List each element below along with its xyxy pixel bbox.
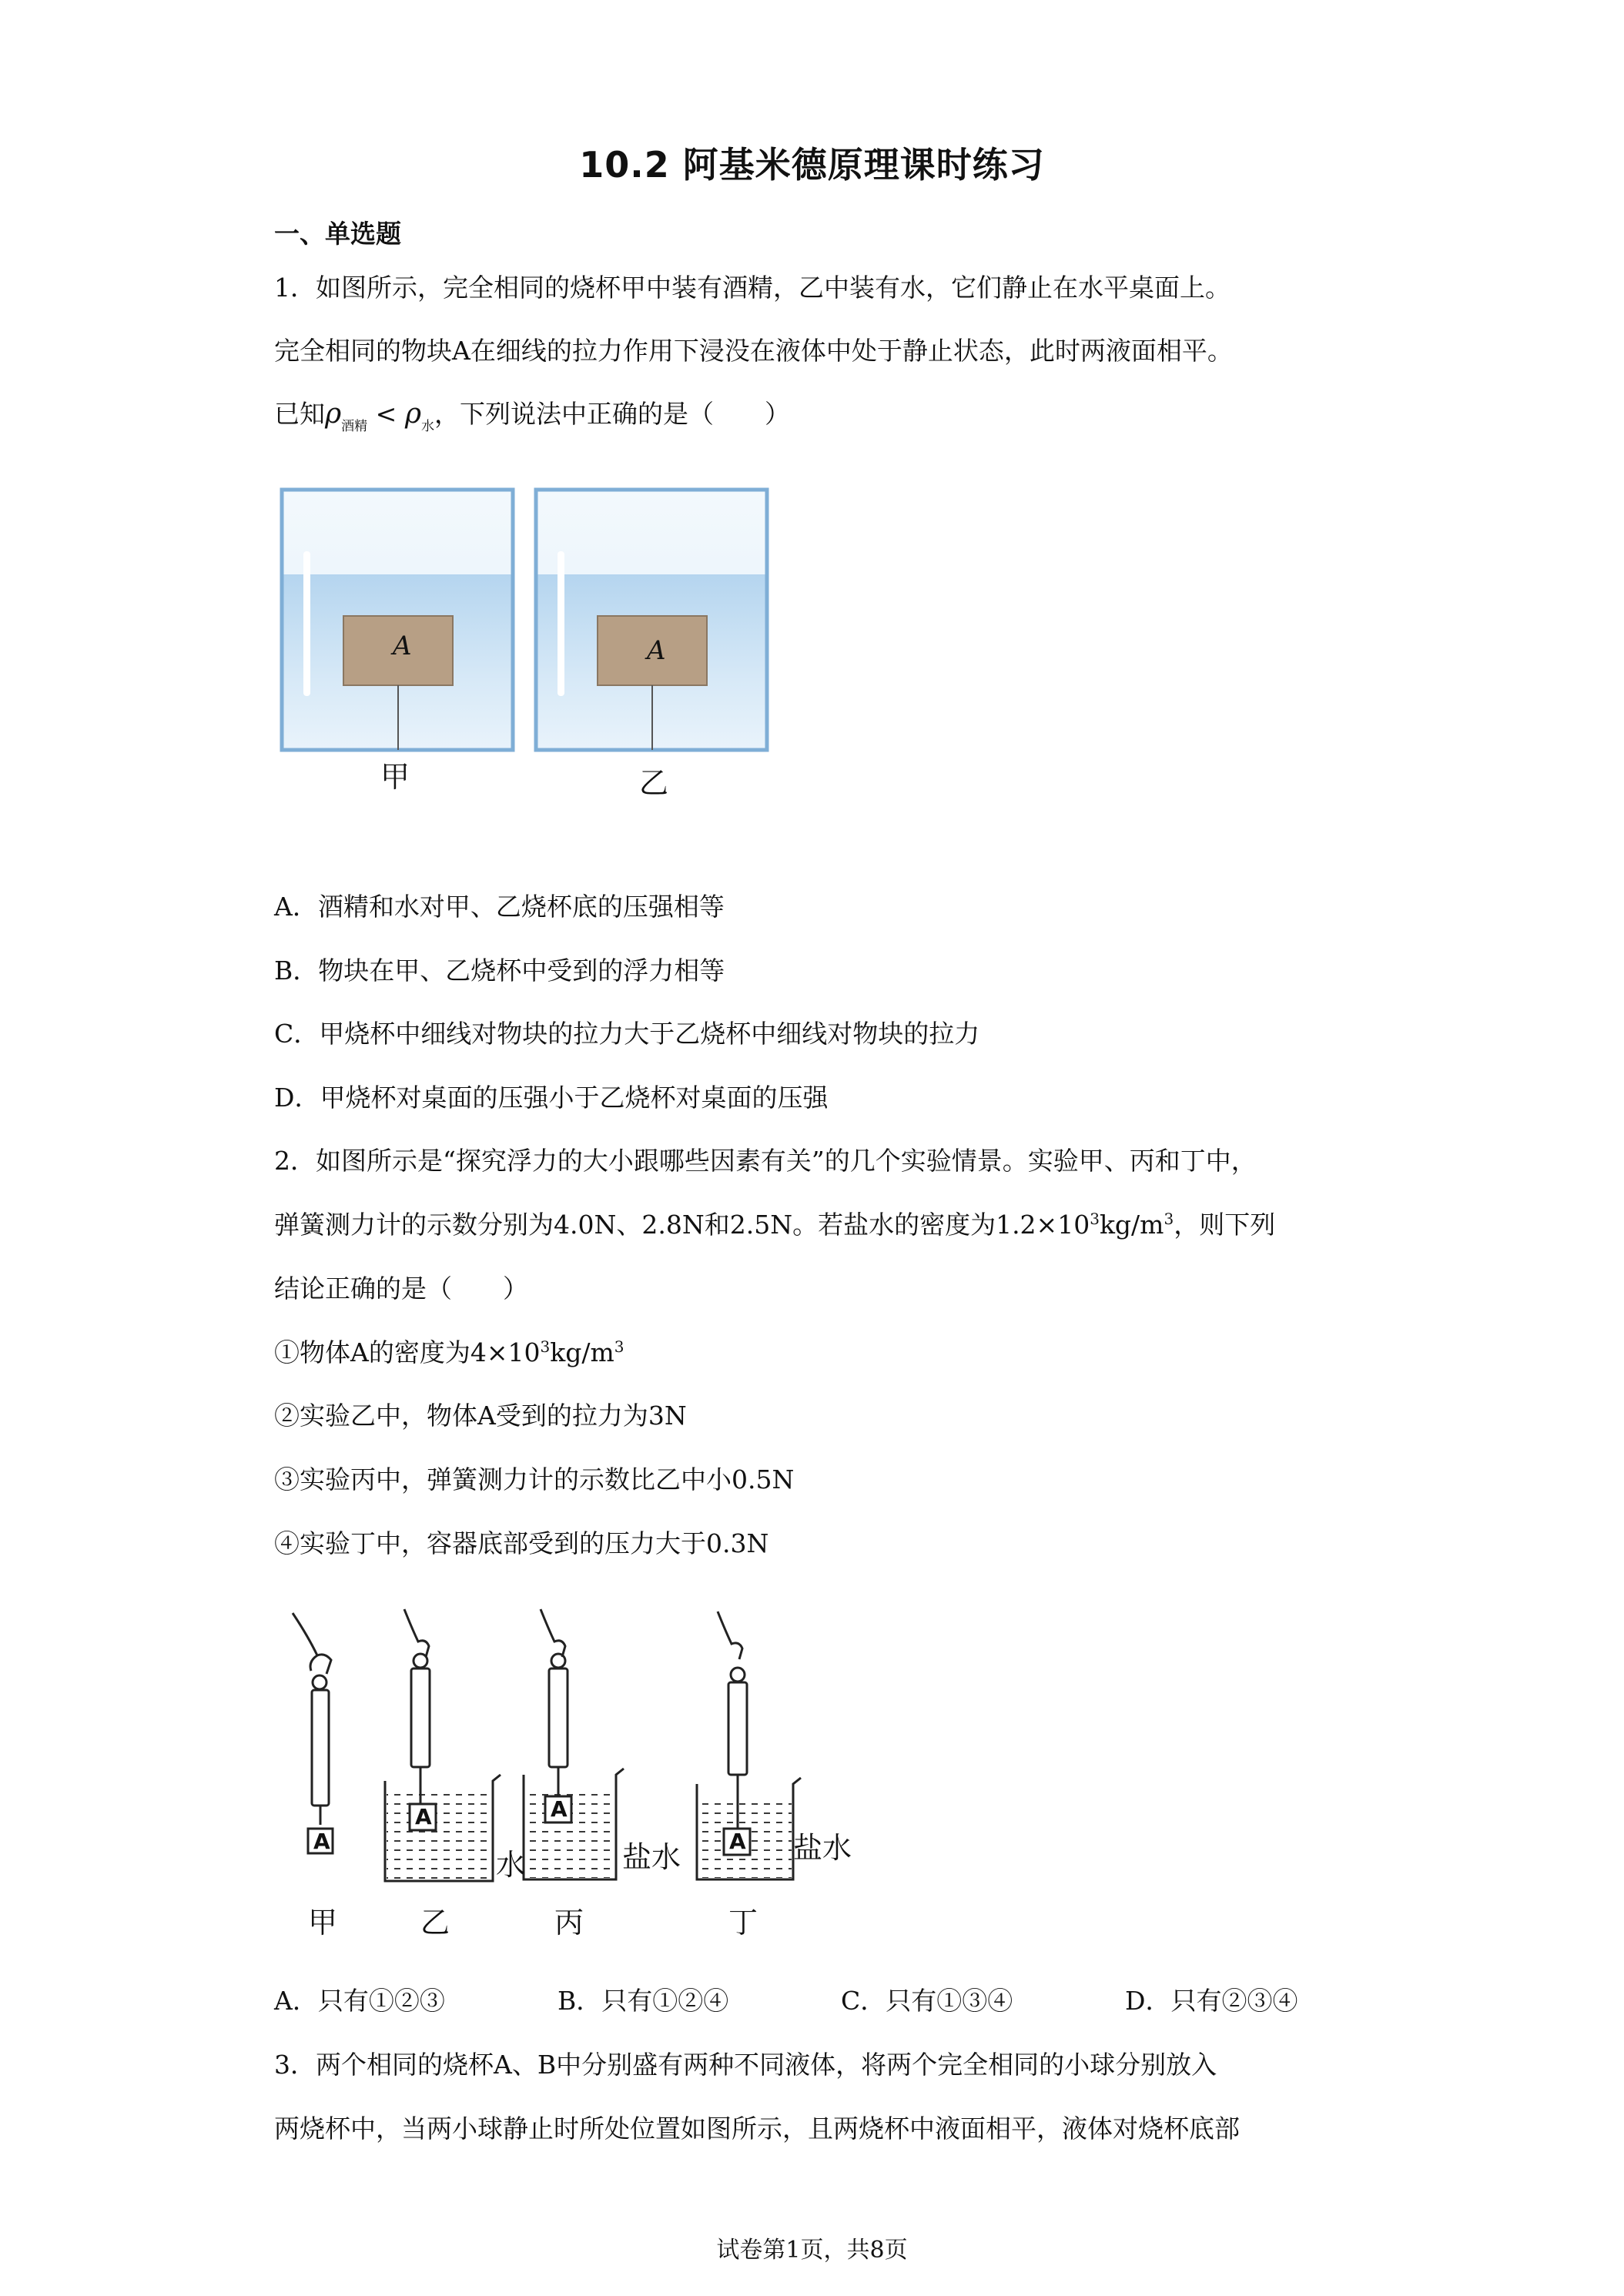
page-footer: 试卷第1页，共8页 [716,2237,908,2264]
hand-icon-1 [293,1613,331,1674]
q1-option-d: D．甲烧杯对桌面的压强小于乙烧杯对桌面的压强 [274,1083,829,1113]
q2-line1: 2．如图所示是“探究浮力的大小跟哪些因素有关”的几个实验情景。实验甲、丙和丁中， [274,1146,1257,1176]
rho-symbol: ρ [325,398,342,430]
q1-block-label-left: A [393,631,412,661]
q1-line3-post: ，下列说法中正确的是（ ） [434,399,790,429]
q2-statement-1 [274,1333,624,1369]
beaker-left [282,490,513,750]
q1-line3-pre: 已知 [274,399,325,429]
less-than: < [367,399,405,429]
q1-option-c: C．甲烧杯中细线对物块的拉力大于乙烧杯中细线对物块的拉力 [274,1019,980,1049]
rho-symbol-2: ρ [404,398,421,430]
q1-label-left: 甲 [380,760,410,794]
q2-statement-3: ③实验丙中，弹簧测力计的示数比乙中小0.5N [274,1464,795,1494]
q2-label-ding: 丁 [728,1906,758,1940]
q2-block-1: A [313,1829,330,1854]
q1-figure [277,477,778,808]
q2-block-2: A [415,1804,432,1829]
q2-label-jia: 甲 [308,1906,338,1940]
page-title: 10.2 阿基米德原理课时练习 [579,144,1045,186]
subscript-alcohol: 酒精 [341,419,368,434]
q2-line2-mid: kg/m [1099,1210,1164,1240]
q1-label-right: 乙 [639,766,669,800]
section-heading: 一、单选题 [274,219,401,249]
q2-line2-sup1: 3 [1090,1210,1100,1228]
q1-option-b: B．物块在甲、乙烧杯中受到的浮力相等 [274,956,725,986]
q1-line1: 1．如图所示，完全相同的烧杯甲中装有酒精，乙中装有水，它们静止在水平桌面上。 [274,273,1231,303]
q2-statement-4: ④实验丁中，容器底部受到的压力大于0.3N [274,1528,769,1558]
q2-block-3: A [551,1796,568,1822]
q2-line3: 结论正确的是（ ） [274,1274,528,1304]
q2-s1-sup1: 3 [540,1337,551,1356]
q2-option-c: C．只有①③④ [841,1986,1013,2016]
q2-s1-mid: kg/m [550,1337,614,1367]
hand-icon-4 [718,1612,742,1659]
liquid-label-saltwater-1: 盐水 [622,1840,681,1874]
q3-line2: 两烧杯中，当两小球静止时所处位置如图所示，且两烧杯中液面相平，液体对烧杯底部 [274,2114,1240,2144]
q2-line2-sup2: 3 [1164,1210,1174,1228]
q2-line2-pre: 弹簧测力计的示数分别为4.0N、2.8N和2.5N。若盐水的密度为1.2×10 [274,1210,1090,1240]
q2-label-yi: 乙 [420,1906,450,1940]
liquid-label-water: 水 [496,1848,526,1882]
hand-icon-2 [404,1609,429,1657]
q2-option-a: A．只有①②③ [274,1986,445,2016]
q2-figure [270,1605,886,1952]
q2-line2 [274,1205,1275,1241]
q2-option-b: B．只有①②④ [558,1986,729,2016]
subscript-water: 水 [420,419,434,434]
q2-block-4: A [729,1829,746,1854]
q2-label-bing: 丙 [554,1906,584,1940]
q2-statement-2: ②实验乙中，物体A受到的拉力为3N [274,1401,687,1431]
liquid-label-saltwater-2: 盐水 [793,1831,852,1865]
q2-line2-post: ，则下列 [1174,1210,1276,1240]
q1-block-label-right: A [647,635,666,666]
beaker-right [536,490,767,750]
q1-line3 [274,394,790,434]
q1-line2: 完全相同的物块A在细线的拉力作用下浸没在液体中处于静止状态，此时两液面相平。 [274,336,1233,366]
hand-icon-3 [541,1609,565,1657]
q2-option-d: D．只有②③④ [1125,1986,1298,2016]
q2-s1-pre: ①物体A的密度为4×10 [274,1337,541,1367]
q3-line1: 3．两个相同的烧杯A、B中分别盛有两种不同液体，将两个完全相同的小球分别放入 [274,2050,1217,2080]
q2-s1-sup2: 3 [614,1337,624,1356]
q1-option-a: A．酒精和水对甲、乙烧杯底的压强相等 [274,892,725,922]
